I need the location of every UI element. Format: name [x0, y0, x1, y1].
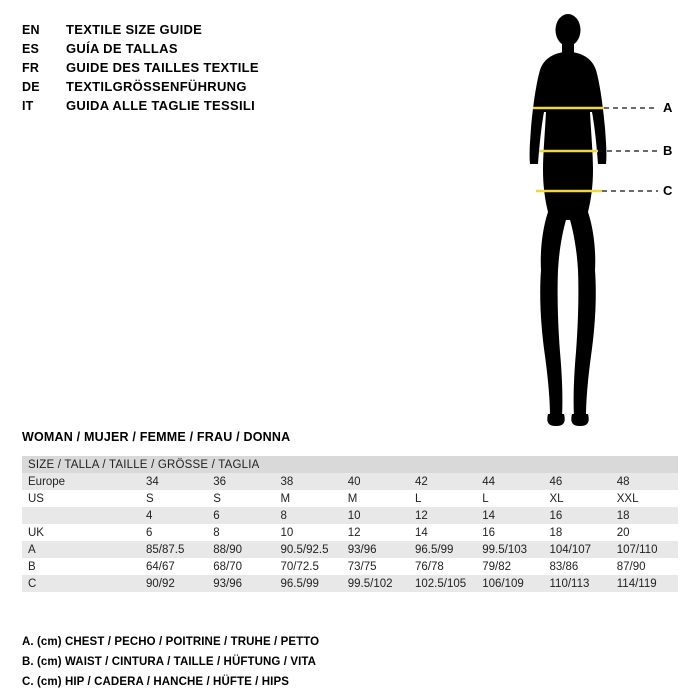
- measure-letter-b: B: [663, 143, 673, 158]
- title-row: [22, 20, 502, 39]
- row-label: UK: [22, 524, 140, 541]
- row-cell: 14: [409, 524, 476, 541]
- row-cell: 46: [544, 473, 611, 490]
- row-cell: 10: [275, 524, 342, 541]
- row-cell: 102.5/105: [409, 575, 476, 592]
- title-text: GUIDA ALLE TAGLIE TESSILI: [66, 98, 256, 113]
- title-text: GUIDE DES TAILLES TEXTILE: [66, 60, 259, 75]
- table-row: [22, 541, 678, 558]
- legend-block: [22, 632, 672, 692]
- row-cell: 42: [409, 473, 476, 490]
- table-row: [22, 507, 678, 524]
- row-cell: 90/92: [140, 575, 207, 592]
- row-cell: 114/119: [611, 575, 678, 592]
- row-cell: 40: [342, 473, 409, 490]
- title-row: [22, 39, 502, 58]
- title-lang-code: FR: [22, 61, 40, 75]
- title-lang-code: IT: [22, 99, 34, 113]
- row-cell: M: [342, 490, 409, 507]
- row-cell: S: [140, 490, 207, 507]
- row-label: B: [22, 558, 140, 575]
- table-row: [22, 558, 678, 575]
- row-cell: 18: [611, 507, 678, 524]
- row-cell: 8: [207, 524, 274, 541]
- row-cell: 99.5/102: [342, 575, 409, 592]
- row-cell: L: [476, 490, 543, 507]
- row-cell: XL: [544, 490, 611, 507]
- row-cell: 8: [275, 507, 342, 524]
- row-cell: 34: [140, 473, 207, 490]
- row-cell: 68/70: [207, 558, 274, 575]
- title-row: [22, 96, 502, 115]
- row-cell: 6: [207, 507, 274, 524]
- title-lang-code: DE: [22, 80, 40, 94]
- row-cell: 14: [476, 507, 543, 524]
- row-cell: 70/72.5: [275, 558, 342, 575]
- row-cell: M: [275, 490, 342, 507]
- measure-letter-c: C: [663, 183, 673, 198]
- row-label: Europe: [22, 473, 140, 490]
- row-cell: S: [207, 490, 274, 507]
- row-cell: 96.5/99: [275, 575, 342, 592]
- row-cell: 93/96: [342, 541, 409, 558]
- legend-row-waist: B. (cm) WAIST / CINTURA / TAILLE / HÜFTUNG / VITA: [22, 656, 317, 668]
- row-cell: 87/90: [611, 558, 678, 575]
- row-cell: 10: [342, 507, 409, 524]
- row-cell: 64/67: [140, 558, 207, 575]
- row-cell: XXL: [611, 490, 678, 507]
- size-table: [22, 456, 678, 592]
- row-cell: 90.5/92.5: [275, 541, 342, 558]
- row-cell: 18: [544, 524, 611, 541]
- row-cell: 48: [611, 473, 678, 490]
- row-cell: 6: [140, 524, 207, 541]
- section-heading-woman: WOMAN / MUJER / FEMME / FRAU / DONNA: [22, 430, 291, 444]
- legend-row-chest: A. (cm) CHEST / PECHO / POITRINE / TRUHE / PETTO: [22, 636, 320, 648]
- row-label: US: [22, 490, 140, 507]
- table-header-label: SIZE / TALLA / TAILLE / GRÖSSE / TAGLIA: [22, 456, 678, 473]
- row-cell: 104/107: [544, 541, 611, 558]
- row-cell: 4: [140, 507, 207, 524]
- row-cell: 38: [275, 473, 342, 490]
- row-cell: 73/75: [342, 558, 409, 575]
- row-cell: 106/109: [476, 575, 543, 592]
- title-row: [22, 58, 502, 77]
- row-cell: 83/86: [544, 558, 611, 575]
- row-cell: 88/90: [207, 541, 274, 558]
- row-cell: L: [409, 490, 476, 507]
- title-lang-code: ES: [22, 42, 40, 56]
- row-label: [22, 507, 140, 524]
- table-row: [22, 490, 678, 507]
- row-cell: 76/78: [409, 558, 476, 575]
- woman-silhouette-figure: [500, 8, 690, 438]
- table-row: [22, 524, 678, 541]
- row-cell: 20: [611, 524, 678, 541]
- row-cell: 107/110: [611, 541, 678, 558]
- row-cell: 12: [342, 524, 409, 541]
- row-cell: 44: [476, 473, 543, 490]
- legend-row-hip: C. (cm) HIP / CADERA / HANCHE / HÜFTE / HIPS: [22, 676, 290, 688]
- title-text: TEXTILE SIZE GUIDE: [66, 22, 203, 37]
- table-row: [22, 473, 678, 490]
- row-cell: 12: [409, 507, 476, 524]
- table-header-row: [22, 456, 678, 473]
- table-row: [22, 575, 678, 592]
- row-cell: 96.5/99: [409, 541, 476, 558]
- title-block: [22, 20, 502, 115]
- row-cell: 85/87.5: [140, 541, 207, 558]
- row-cell: 99.5/103: [476, 541, 543, 558]
- title-row: [22, 77, 502, 96]
- title-lang-code: EN: [22, 23, 40, 37]
- title-text: TEXTILGRÖSSENFÜHRUNG: [66, 79, 247, 94]
- row-cell: 93/96: [207, 575, 274, 592]
- measure-letter-group: [500, 8, 690, 438]
- row-label: C: [22, 575, 140, 592]
- row-label: A: [22, 541, 140, 558]
- title-text: GUÍA DE TALLAS: [66, 41, 178, 56]
- row-cell: 79/82: [476, 558, 543, 575]
- row-cell: 16: [476, 524, 543, 541]
- row-cell: 110/113: [544, 575, 611, 592]
- row-cell: 36: [207, 473, 274, 490]
- row-cell: 16: [544, 507, 611, 524]
- measure-letter-a: A: [663, 100, 673, 115]
